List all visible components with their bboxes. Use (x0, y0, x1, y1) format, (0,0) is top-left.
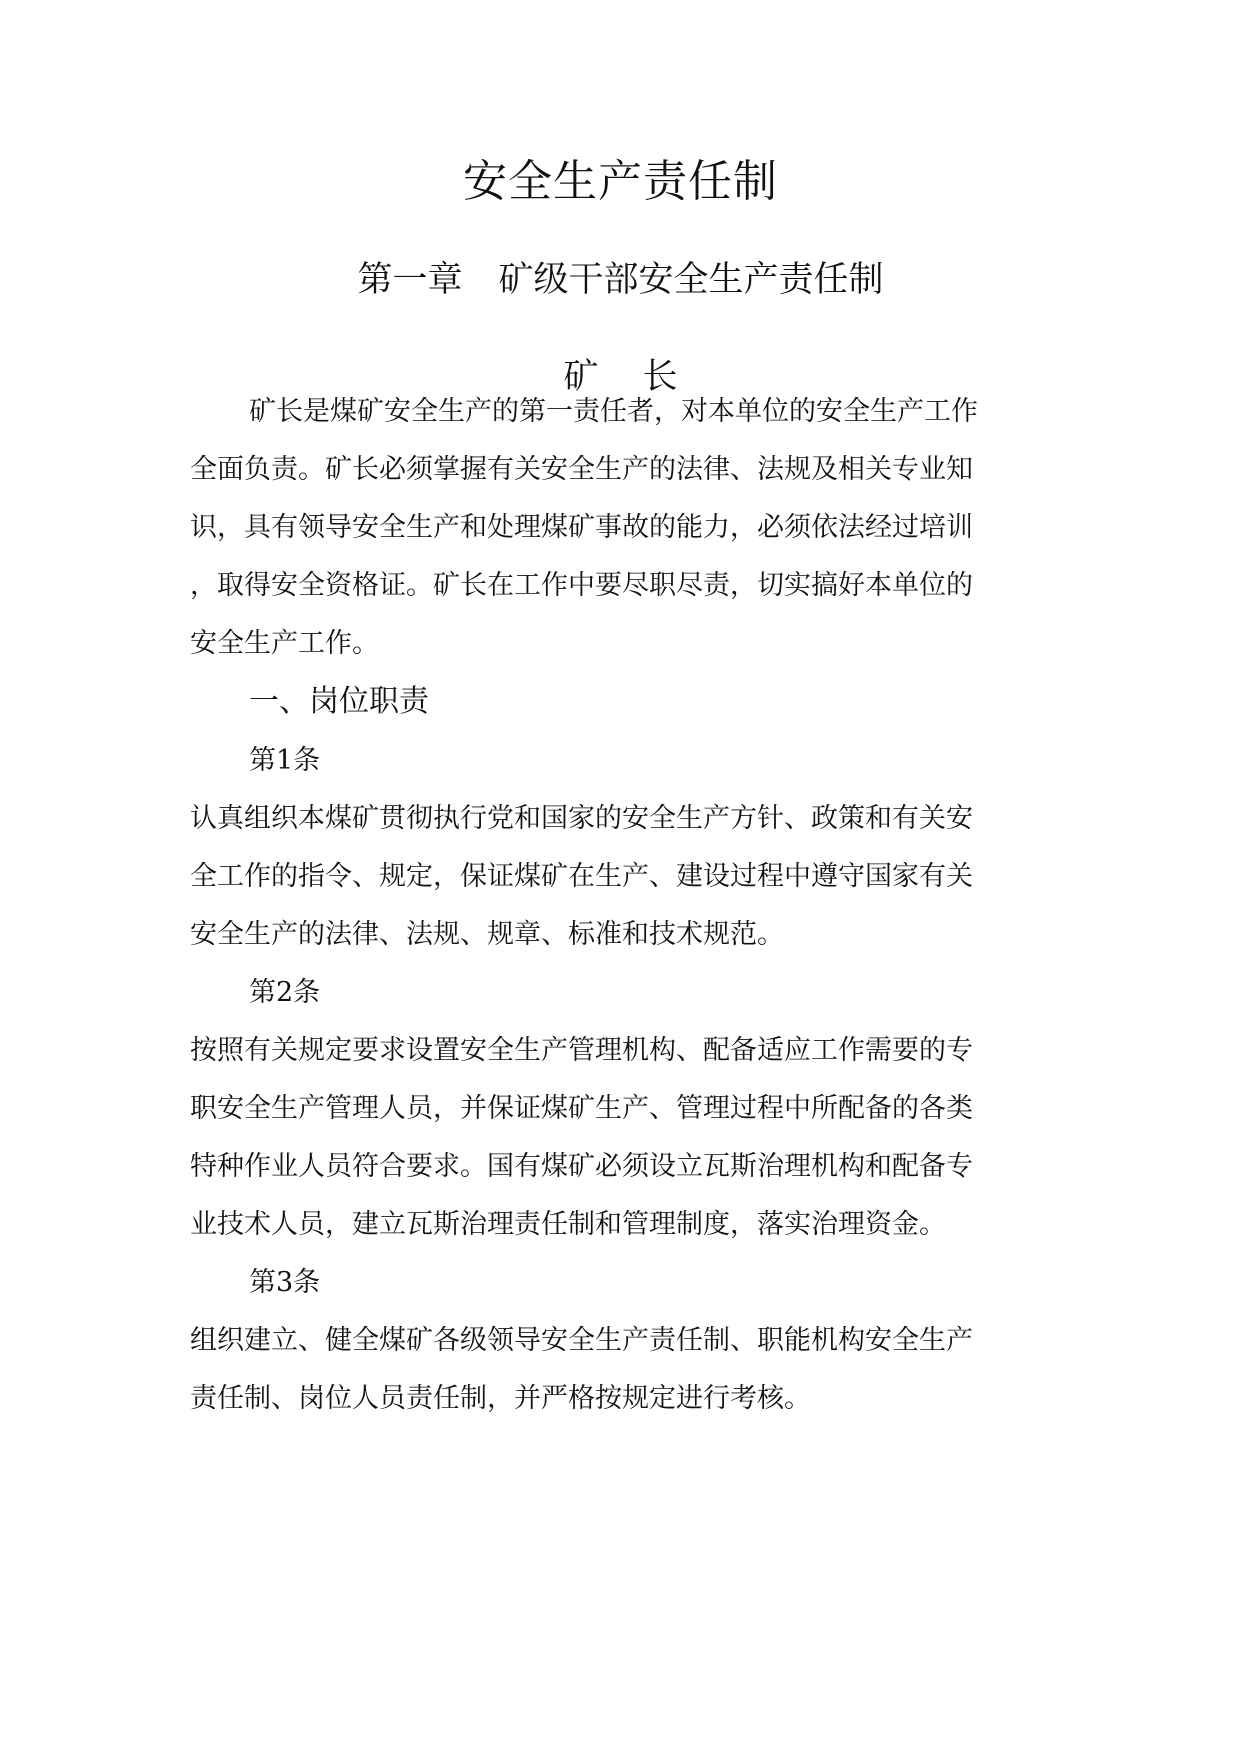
article-line: 安全生产的法律、法规、规章、标准和技术规范。 (190, 919, 784, 950)
article-label: 第3条 (249, 1267, 321, 1298)
article-line: 全工作的指令、规定，保证煤矿在生产、建设过程中遵守国家有关 (190, 861, 973, 892)
article-line: 按照有关规定要求设置安全生产管理机构、配备适应工作需要的专 (190, 1035, 973, 1066)
intro-line: 安全生产工作。 (190, 628, 379, 659)
article-label: 第1条 (249, 745, 321, 776)
chapter-heading (0, 255, 1241, 305)
section-heading: 一、岗位职责 (249, 684, 429, 719)
article-line: 认真组织本煤矿贯彻执行党和国家的安全生产方针、政策和有关安 (190, 803, 973, 834)
chapter-label: 第一章 (357, 260, 463, 300)
article-line: 组织建立、健全煤矿各级领导安全生产责任制、职能机构安全生产 (190, 1325, 973, 1356)
chapter-title: 矿级干部安全生产责任制 (498, 260, 884, 300)
article-line: 特种作业人员符合要求。国有煤矿必须设立瓦斯治理机构和配备专 (190, 1151, 973, 1182)
intro-line: 识，具有领导安全生产和处理煤矿事故的能力，必须依法经过培训 (190, 512, 973, 543)
article-label: 第2条 (249, 977, 321, 1008)
role-title: 矿长 (563, 357, 722, 397)
article-line: 责任制、岗位人员责任制，并严格按规定进行考核。 (190, 1383, 811, 1414)
intro-line: ，取得安全资格证。矿长在工作中要尽职尽责，切实搞好本单位的 (190, 570, 973, 601)
article-line: 业技术人员，建立瓦斯治理责任制和管理制度，落实治理资金。 (190, 1209, 946, 1240)
intro-line: 矿长是煤矿安全生产的第一责任者，对本单位的安全生产工作 (249, 396, 978, 427)
intro-line: 全面负责。矿长必须掌握有关安全生产的法律、法规及相关专业知 (190, 454, 973, 485)
document-title: 安全生产责任制 (463, 156, 778, 207)
article-line: 职安全生产管理人员，并保证煤矿生产、管理过程中所配备的各类 (190, 1093, 973, 1124)
